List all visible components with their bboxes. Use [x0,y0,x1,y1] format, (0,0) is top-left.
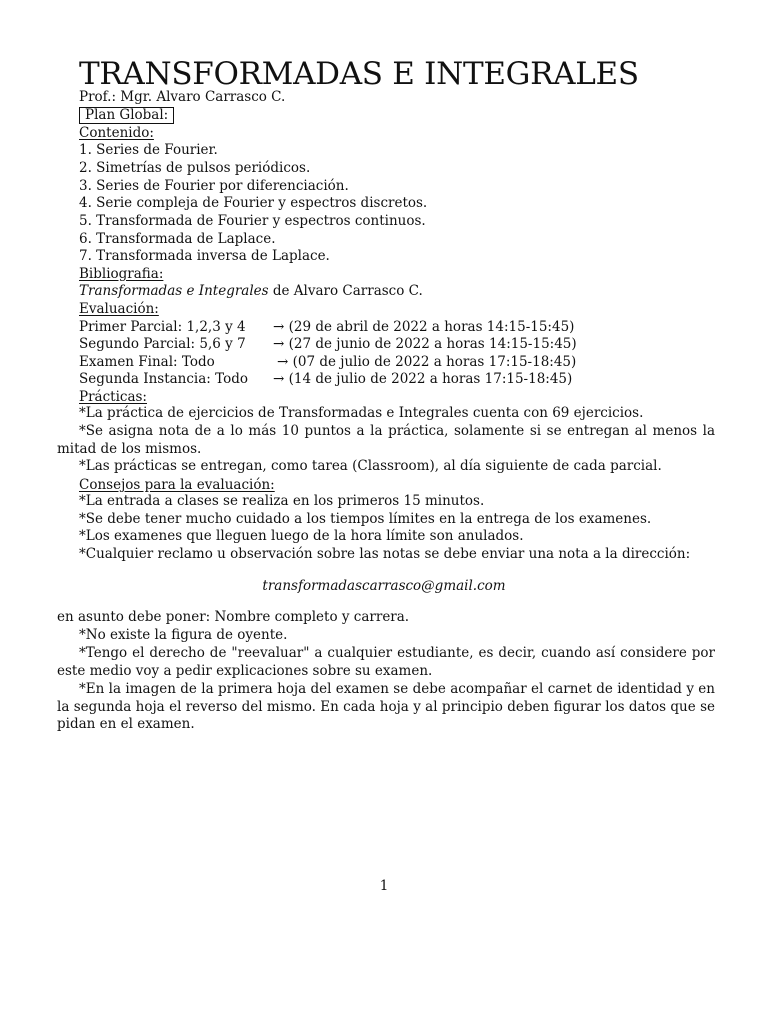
evaluacion-detail: → (14 de julio de 2022 a horas 17:15-18:45) [273,371,573,387]
bibliografia-entry [79,282,423,300]
contenido-item: 1. Series de Fourier. [79,142,218,158]
professor-line: Prof.: Mgr. Alvaro Carrasco C. [79,89,286,105]
evaluacion-label: Primer Parcial: 1,2,3 y 4 [79,319,246,335]
plan-global-box: Plan Global: [79,107,174,124]
evaluacion-detail: → (29 de abril de 2022 a horas 14:15-15:45) [273,319,575,335]
evaluacion-detail: → (27 de junio de 2022 a horas 14:15-15:45) [273,336,577,352]
bibliografia-book-title: Transformadas e Integrales [79,283,269,299]
contenido-item: 6. Transformada de Laplace. [79,231,276,247]
document-title: TRANSFORMADAS E INTEGRALES [79,56,639,92]
contact-email: transformadascarrasco@gmail.com [262,578,506,594]
practicas-item: *Se asigna nota de a lo más 10 puntos a la práctica, solamente si se entregan al menos la mitad de los mismos. [57,423,715,457]
extra-item: *En la imagen de la primera hoja del examen se debe acompañar el carnet de identidad y en la segunda hoja el reverso del mismo. En cada hoja y al principio deben figurar los datos que se pidan en el examen. [57,681,715,732]
evaluacion-label: Segunda Instancia: Todo [79,371,248,387]
contenido-heading: Contenido: [79,125,154,141]
extra-item: *Tengo el derecho de "reevaluar" a cualquier estudiante, es decir, cuando así considere por este medio voy a pedir explicaciones sobre su examen. [57,645,715,679]
page-number: 1 [379,878,389,894]
evaluacion-detail: → (07 de julio de 2022 a horas 17:15-18:45) [277,354,577,370]
consejos-item: *La entrada a clases se realiza en los primeros 15 minutos. [79,493,485,509]
extra-item: *No existe la figura de oyente. [79,627,288,643]
contenido-item: 4. Serie compleja de Fourier y espectros discretos. [79,195,428,211]
practicas-item: *Las prácticas se entregan, como tarea (Classroom), al día siguiente de cada parcial. [79,458,662,474]
consejos-item: *Cualquier reclamo u observación sobre las notas se debe enviar una nota a la dirección: [79,546,691,562]
bibliografia-heading: Bibliografia: [79,266,164,282]
contenido-item: 3. Series de Fourier por diferenciación. [79,178,349,194]
consejos-item: *Los examenes que lleguen luego de la hora límite son anulados. [79,528,524,544]
evaluacion-label: Examen Final: Todo [79,354,215,370]
contenido-item: 2. Simetrías de pulsos periódicos. [79,160,311,176]
practicas-heading: Prácticas: [79,389,147,405]
contenido-item: 5. Transformada de Fourier y espectros continuos. [79,213,426,229]
evaluacion-heading: Evaluación: [79,301,159,317]
consejos-item: *Se debe tener mucho cuidado a los tiempos límites en la entrega de los examenes. [79,511,652,527]
practicas-item: *La práctica de ejercicios de Transformadas e Integrales cuenta con 69 ejercicios. [79,405,644,421]
contenido-item: 7. Transformada inversa de Laplace. [79,248,330,264]
consejos-heading: Consejos para la evaluación: [79,477,275,493]
bibliografia-author: de Alvaro Carrasco C. [268,283,423,299]
asunto-note: en asunto debe poner: Nombre completo y carrera. [57,609,410,625]
evaluacion-label: Segundo Parcial: 5,6 y 7 [79,336,246,352]
plan-global-heading [79,106,174,124]
